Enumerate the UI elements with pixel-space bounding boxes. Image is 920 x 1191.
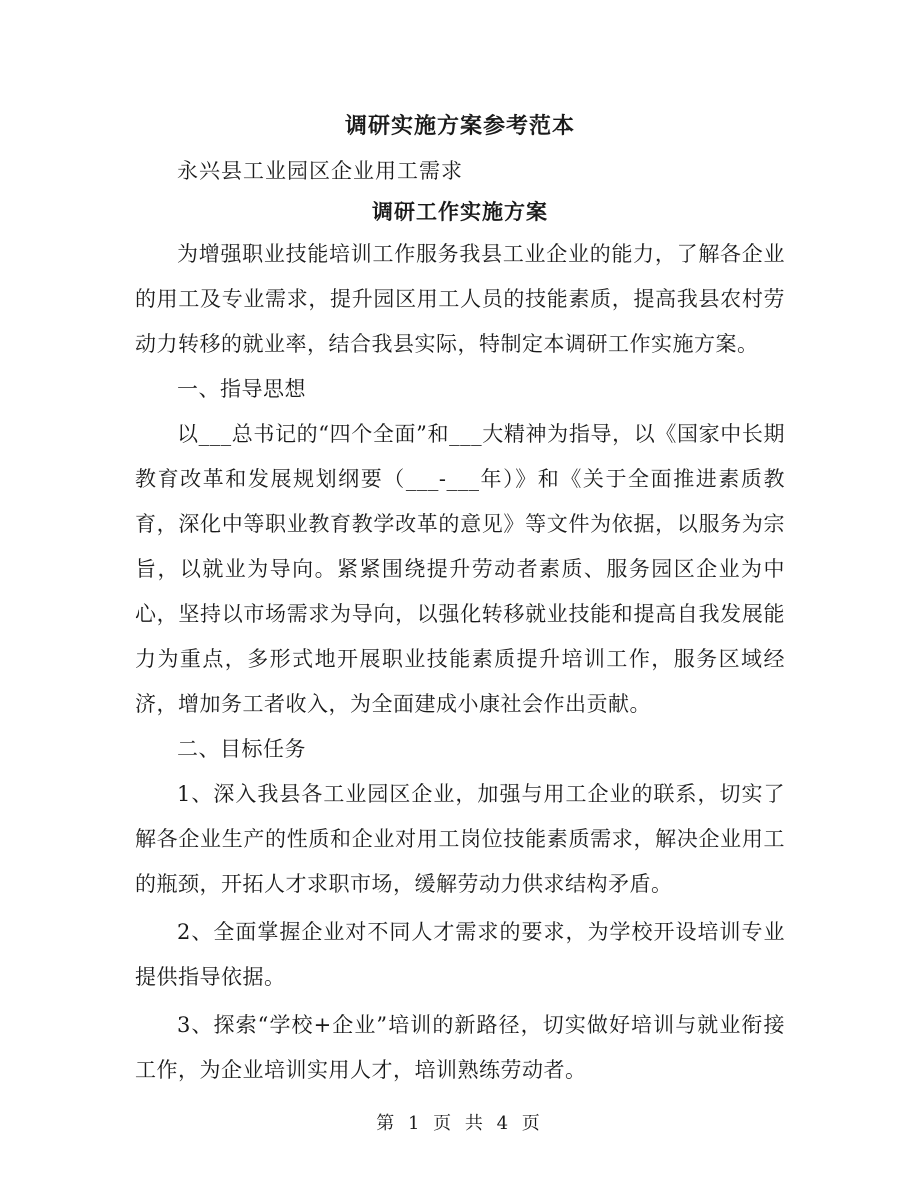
section-heading-goals-tasks: 二、目标任务: [177, 737, 306, 761]
task-item-2: 2、全面掌握企业对不同人才需求的要求，为学校开设培训专业提供指导依据。: [135, 920, 785, 989]
document-subtitle-line1: 永兴县工业园区企业用工需求: [177, 159, 463, 183]
page-number-footer: 第 1 页 共 4 页: [376, 1113, 544, 1134]
document-title: 调研实施方案参考范本: [344, 113, 575, 139]
document-subtitle-line2: 调研工作实施方案: [372, 199, 548, 224]
intro-paragraph: 为增强职业技能培训工作服务我县工业企业的能力，了解各企业的用工及专业需求，提升园区用工人员的技能素质，提高我县农村劳动力转移的就业率，结合我县实际，特制定本调研工作实施方案。: [135, 242, 785, 356]
guiding-ideology-paragraph: 以___总书记的“四个全面”和___大精神为指导，以《国家中长期教育改革和发展规划纲要（___-___年）》和《关于全面推进素质教育，深化中等职业教育教学改革的意见》等文件为依据，以服务为宗旨，以就业为导向。紧紧围绕提升劳动者素质、服务园区企业为中心，坚持以市场需求为导向，以强化转移就业技能和提高自我发展能力为重点，多形式地开展职业技能素质提升培训工作，服务区域经济，增加务工者收入，为全面建成小康社会作出贡献。: [135, 422, 785, 716]
task-item-1: 1、深入我县各工业园区企业，加强与用工企业的联系，切实了解各企业生产的性质和企业对用工岗位技能素质需求，解决企业用工的瓶颈，开拓人才求职市场，缓解劳动力供求结构矛盾。: [135, 782, 785, 896]
section-heading-guiding-ideology: 一、指导思想: [177, 377, 306, 401]
task-item-3: 3、探索“学校+企业”培训的新路径，切实做好培训与就业衔接工作，为企业培训实用人才，培训熟练劳动者。: [135, 1013, 785, 1082]
document-body: [135, 232, 785, 1093]
